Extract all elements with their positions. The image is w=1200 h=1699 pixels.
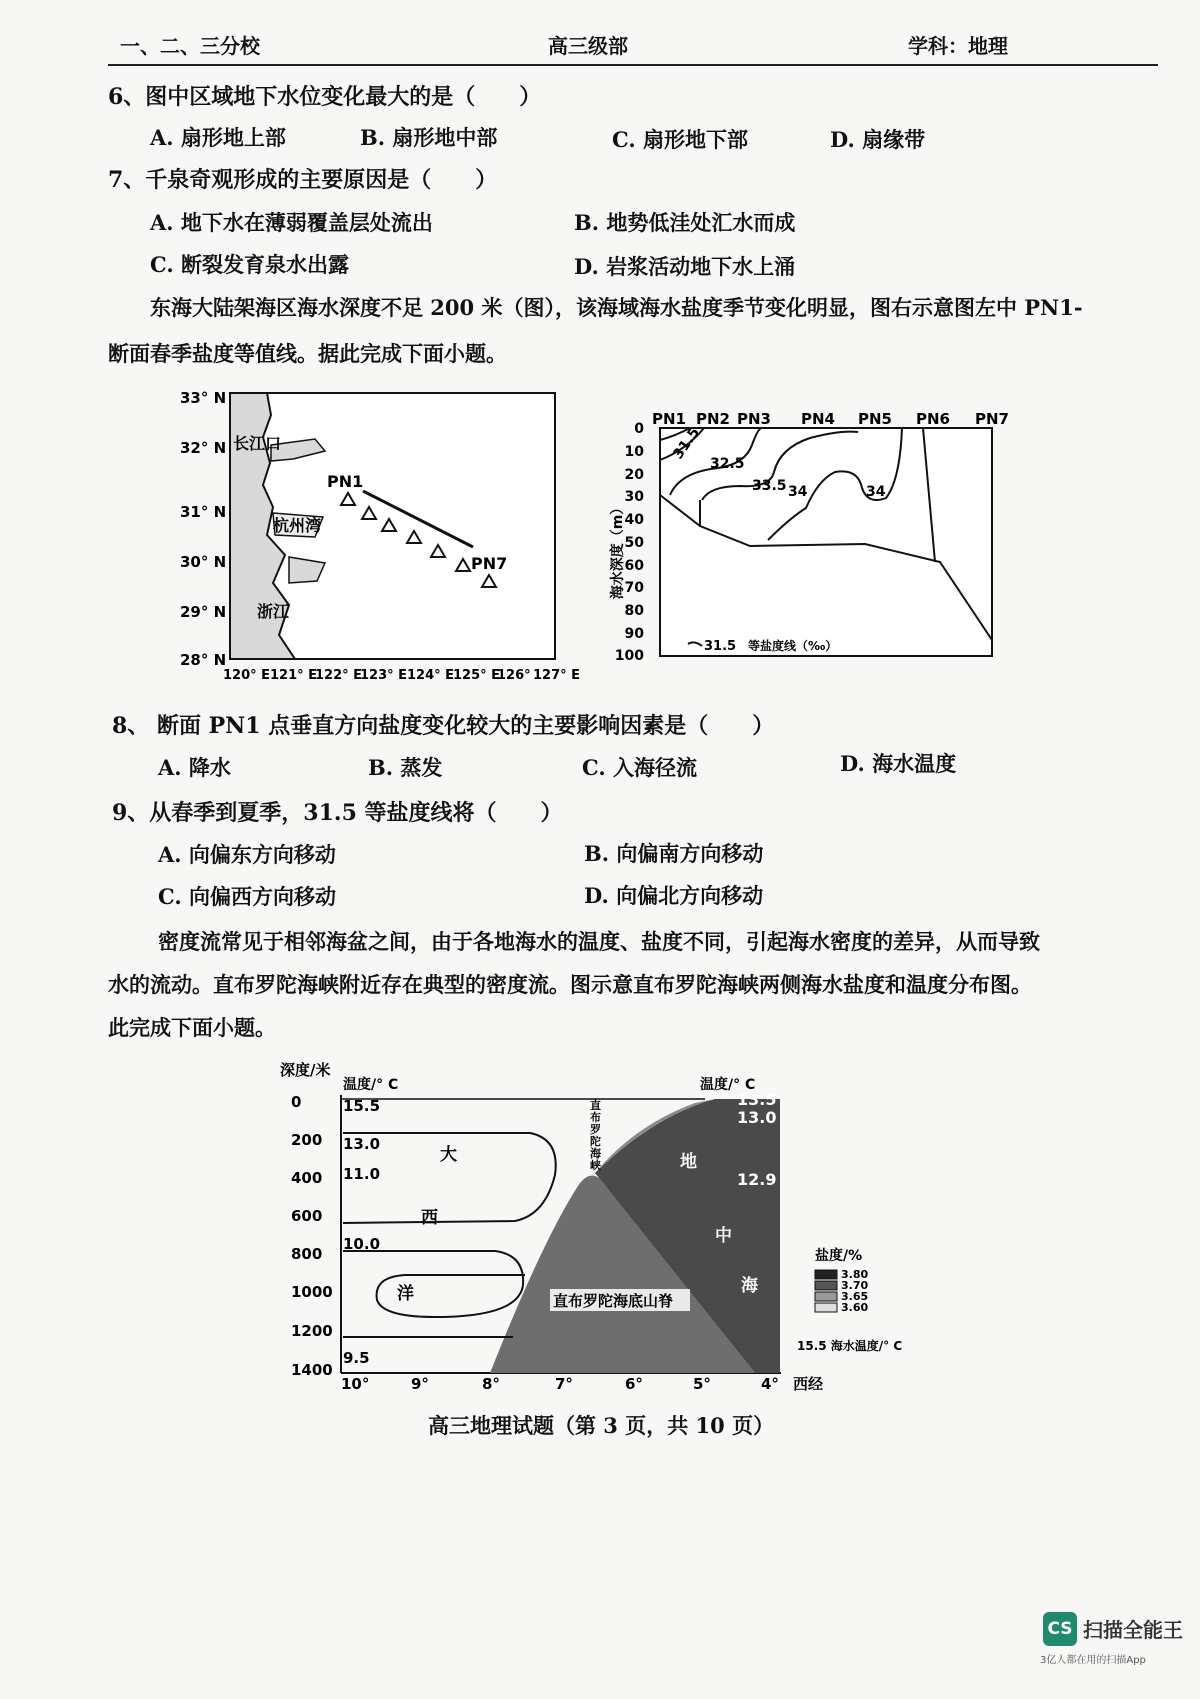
place-zhejiang: 浙江	[257, 602, 290, 621]
section-station-pn3: PN3	[737, 410, 771, 428]
lon-label-123: 123° E	[360, 668, 408, 683]
section-station-pn5: PN5	[858, 410, 892, 428]
page-footer: 高三地理试题（第 3 页，共 10 页）	[428, 1413, 775, 1438]
svg-text:6°: 6°	[625, 1375, 643, 1393]
med-char-2: 中	[715, 1226, 732, 1246]
gib-depth-400: 400	[291, 1169, 323, 1187]
depth-30: 30	[624, 489, 644, 505]
q6-option-c[interactable]: C. 扇形地下部	[612, 127, 748, 152]
depth-80: 80	[624, 603, 644, 619]
strait-label	[590, 1098, 602, 1172]
q6-option-a[interactable]: A. 扇形地上部	[150, 125, 286, 150]
section-station-pn2: PN2	[696, 410, 730, 428]
section-legend-text: 等盐度线（‰）	[748, 639, 838, 653]
svg-text:9°: 9°	[411, 1375, 429, 1393]
question-7-stem: 7、千泉奇观形成的主要原因是（ ）	[108, 167, 498, 193]
gib-depth-1000: 1000	[291, 1283, 333, 1301]
svg-text:10°: 10°	[341, 1375, 370, 1393]
lat-label-30: 30° N	[180, 553, 227, 571]
depth-0: 0	[634, 421, 644, 437]
isoline-label-32-5: 32.5	[710, 456, 745, 472]
gib-lon-ticks	[341, 1375, 823, 1393]
svg-text:3.70: 3.70	[841, 1279, 869, 1292]
depth-40: 40	[624, 512, 644, 528]
q6-option-b[interactable]: B. 扇形地中部	[360, 125, 498, 150]
svg-text:罗: 罗	[590, 1123, 601, 1136]
gib-temp-10-0: 10.0	[343, 1235, 381, 1253]
med-char-3: 海	[741, 1276, 758, 1296]
depth-60: 60	[624, 558, 644, 574]
lat-label-32: 32° N	[180, 439, 227, 457]
gib-left-temps	[343, 1097, 380, 1367]
header-rule	[108, 64, 1158, 66]
gib-temp-9-5: 9.5	[343, 1349, 370, 1367]
passage1-line2: 断面春季盐度等值线。据此完成下面小题。	[108, 341, 507, 366]
depth-100: 100	[614, 648, 644, 664]
passage2-line2: 水的流动。直布罗陀海峡附近存在典型的密度流。图示意直布罗陀海峡两侧海水盐度和温度分布图。	[108, 972, 1032, 997]
salinity-section-chart	[610, 400, 1009, 670]
svg-text:陀: 陀	[590, 1135, 601, 1148]
gib-temp-11-0: 11.0	[343, 1165, 381, 1183]
gib-depth-1200: 1200	[291, 1322, 333, 1340]
gib-temp-13-0-right: 13.0	[737, 1108, 777, 1127]
q7-option-d[interactable]: D. 岩浆活动地下水上涌	[574, 254, 796, 279]
med-char-1: 地	[680, 1152, 697, 1172]
q7-option-c[interactable]: C. 断裂发育泉水出露	[150, 252, 349, 277]
depth-90: 90	[624, 626, 644, 642]
svg-text:海: 海	[590, 1147, 601, 1160]
depth-20: 20	[624, 467, 644, 483]
gib-depth-1400: 1400	[291, 1361, 333, 1379]
q9-option-a[interactable]: A. 向偏东方向移动	[158, 842, 336, 867]
gib-ylabel: 深度/米	[280, 1061, 331, 1079]
question-8-stem: 8、 断面 PN1 点垂直方向盐度变化较大的主要影响因素是（ ）	[112, 713, 775, 739]
ridge-label: 直布罗陀海底山脊	[553, 1292, 674, 1310]
salinity-legend-values	[841, 1268, 868, 1314]
section-legend-value: 31.5	[704, 639, 737, 654]
svg-text:7°: 7°	[555, 1375, 573, 1393]
svg-text:3.80: 3.80	[841, 1268, 869, 1281]
q7-option-b[interactable]: B. 地势低洼处汇水而成	[574, 210, 796, 235]
svg-text:3.65: 3.65	[841, 1290, 869, 1303]
depth-70: 70	[624, 580, 644, 596]
gib-temp-13-0: 13.0	[343, 1135, 381, 1153]
lat-label-29: 29° N	[180, 603, 227, 621]
q8-option-a[interactable]: A. 降水	[158, 755, 231, 780]
gib-depth-600: 600	[291, 1207, 323, 1225]
isoline-label-34-b: 34	[866, 484, 886, 500]
lon-label-121: 121° E	[270, 668, 318, 683]
atlantic-char-1: 大	[440, 1145, 457, 1165]
place-changjiangkou: 长江口	[233, 434, 282, 453]
lon-label-124: 124° E	[407, 668, 455, 683]
gib-depth-200: 200	[291, 1131, 323, 1149]
isoline-label-34-a: 34	[788, 484, 808, 500]
lat-label-31: 31° N	[180, 503, 227, 521]
lon-label-120: 120° E	[223, 668, 271, 683]
q9-option-b[interactable]: B. 向偏南方向移动	[584, 841, 764, 866]
svg-text:8°: 8°	[482, 1375, 500, 1393]
watermark-title: 扫描全能王	[1083, 1618, 1183, 1642]
depth-50: 50	[624, 535, 644, 551]
passage2-line1: 密度流常见于相邻海盆之间，由于各地海水的温度、盐度不同，引起海水密度的差异，从而导致	[158, 929, 1040, 954]
gib-temp-label-right: 温度/° C	[700, 1077, 756, 1093]
question-9-stem: 9、从春季到夏季，31.5 等盐度线将（ ）	[112, 800, 563, 826]
q9-option-c[interactable]: C. 向偏西方向移动	[158, 884, 336, 909]
salinity-legend-title: 盐度/%	[815, 1248, 863, 1264]
svg-text:峡: 峡	[590, 1159, 601, 1172]
svg-text:5°: 5°	[693, 1375, 711, 1393]
atlantic-char-2: 西	[421, 1208, 438, 1228]
lon-label-122: 122° E	[315, 668, 363, 683]
lat-label-33: 33° N	[180, 389, 227, 407]
atlantic-char-3: 洋	[397, 1284, 414, 1304]
lon-label-126: 126°	[497, 668, 531, 683]
gib-temp-15-5: 15.5	[343, 1097, 381, 1115]
lon-label-125: 125° E	[453, 668, 501, 683]
gibraltar-section-chart	[275, 1055, 935, 1395]
map-station-pn7: PN7	[471, 554, 508, 573]
q6-option-d[interactable]: D. 扇缘带	[830, 127, 926, 152]
gib-lon-unit: 西经	[793, 1375, 824, 1393]
q9-option-d[interactable]: D. 向偏北方向移动	[584, 883, 764, 908]
isoline-label-33-5: 33.5	[752, 478, 787, 494]
svg-text:直: 直	[590, 1099, 601, 1112]
passage2-line3: 此完成下面小题。	[108, 1015, 276, 1040]
passage1-line1: 东海大陆架海区海水深度不足 200 米（图），该海域海水盐度季节变化明显，图右示意图左中 PN1-	[150, 295, 1083, 320]
q8-option-d[interactable]: D. 海水温度	[840, 751, 957, 776]
camscanner-logo: CS	[1043, 1612, 1077, 1646]
gib-depth-800: 800	[291, 1245, 323, 1263]
section-station-pn4: PN4	[801, 410, 835, 428]
svg-text:4°: 4°	[761, 1375, 779, 1393]
question-6-stem: 6、图中区域地下水位变化最大的是（ ）	[108, 84, 542, 110]
header-center: 高三级部	[548, 34, 628, 58]
atlantic-label	[397, 1144, 457, 1304]
q8-option-c[interactable]: C. 入海径流	[582, 755, 697, 780]
depth-10: 10	[624, 444, 644, 460]
section-station-pn6: PN6	[916, 410, 950, 428]
map-station-pn1: PN1	[327, 472, 364, 491]
header-left: 一、二、三分校	[120, 34, 260, 58]
svg-text:3.60: 3.60	[841, 1301, 869, 1314]
section-station-pn7: PN7	[975, 410, 1009, 428]
section-station-pn1: PN1	[652, 410, 686, 428]
header-right: 学科：地理	[908, 34, 1008, 58]
q7-option-a[interactable]: A. 地下水在薄弱覆盖层处流出	[150, 210, 433, 235]
gib-depth-0: 0	[291, 1093, 302, 1111]
svg-text:布: 布	[590, 1111, 601, 1124]
section-ylabel: 海水深度（m）	[610, 500, 626, 600]
lat-label-28: 28° N	[180, 651, 227, 669]
gib-temp-13-5: 13.5	[737, 1090, 777, 1109]
east-china-sea-map	[175, 385, 595, 685]
place-hangzhouwan: 杭州湾	[273, 516, 322, 535]
q8-option-b[interactable]: B. 蒸发	[368, 755, 443, 780]
gib-temp-label-left: 温度/° C	[343, 1077, 399, 1093]
lon-label-127: 127° E	[533, 668, 581, 683]
gib-depth-ticks	[291, 1093, 333, 1379]
isoline-label-31-5: 31.5	[670, 424, 704, 463]
watermark-subtitle: 3亿人都在用的扫描App	[1040, 1655, 1146, 1666]
gib-temp-12-9: 12.9	[737, 1170, 777, 1189]
temperature-legend: 15.5 海水温度/° C	[797, 1339, 903, 1353]
salinity-legend-swatches	[815, 1270, 837, 1312]
